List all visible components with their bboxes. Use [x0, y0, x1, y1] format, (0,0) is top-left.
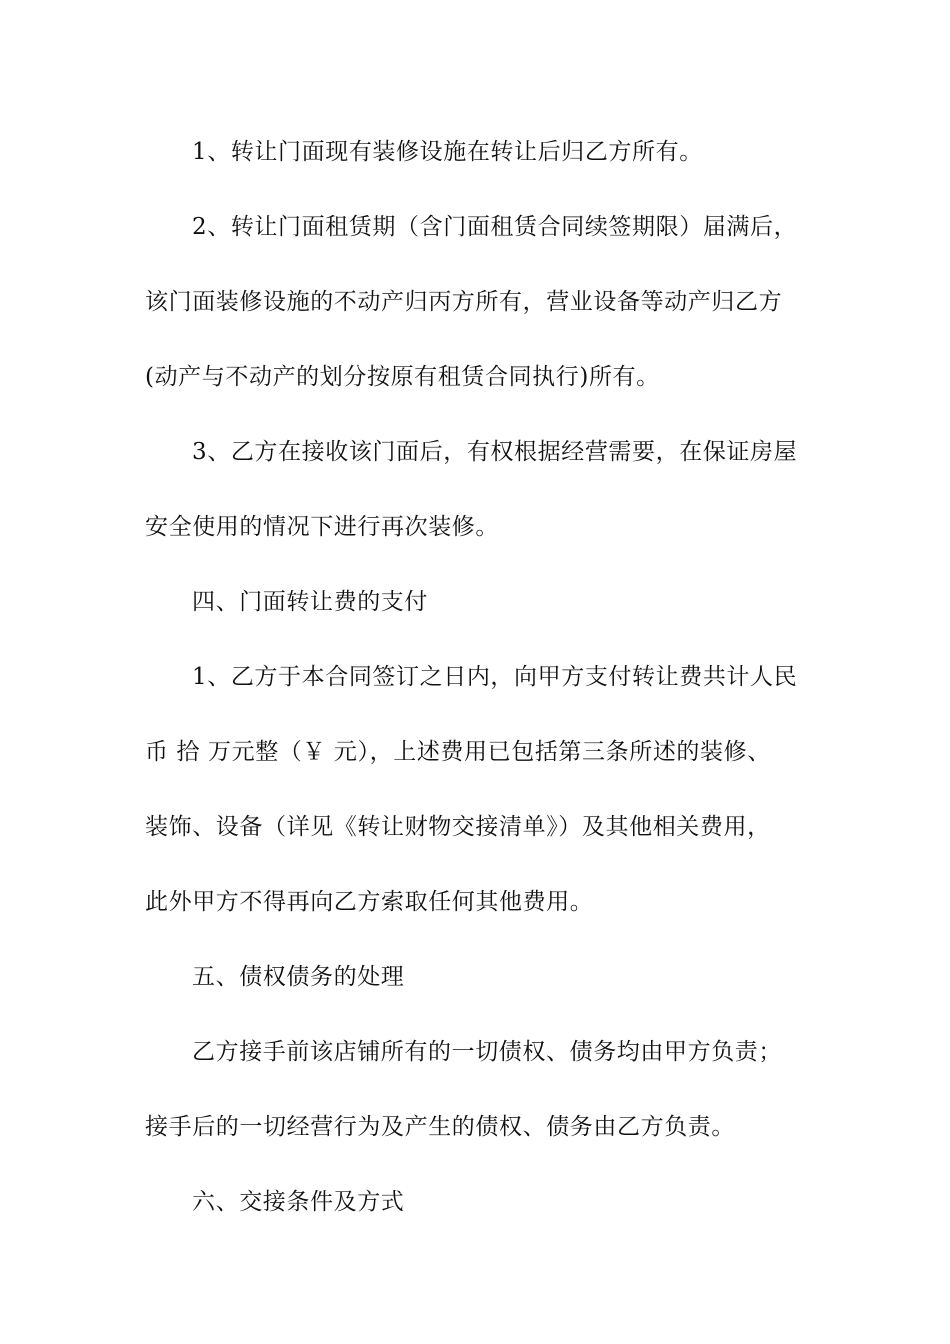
paragraph-clause-3-1: 1、转让门面现有装修设施在转让后归乙方所有。 — [192, 139, 703, 165]
paragraph-clause-4-1-line-4: 此外甲方不得再向乙方索取任何其他费用。 — [145, 889, 594, 915]
section-heading-6: 六、交接条件及方式 — [192, 1189, 405, 1215]
paragraph-clause-3-3-line-2: 安全使用的情况下进行再次装修。 — [145, 514, 499, 540]
paragraph-clause-3-2-line-3: (动产与不动产的划分按原有租赁合同执行)所有。 — [145, 364, 660, 390]
paragraph-clause-3-3-line-1: 3、乙方在接收该门面后，有权根据经营需要，在保证房屋 — [192, 439, 798, 465]
paragraph-clause-4-1-line-1: 1、乙方于本合同签订之日内，向甲方支付转让费共计人民 — [192, 664, 798, 690]
paragraph-section-5-line-1: 乙方接手前该店铺所有的一切债权、债务均由甲方负责； — [192, 1039, 782, 1065]
paragraph-clause-3-2-line-1: 2、转让门面租赁期（含门面租赁合同续签期限）届满后， — [192, 214, 798, 240]
paragraph-section-5-line-2: 接手后的一切经营行为及产生的债权、债务由乙方负责。 — [145, 1114, 735, 1140]
paragraph-clause-3-2-line-2: 该门面装修设施的不动产归丙方所有，营业设备等动产归乙方 — [145, 289, 783, 315]
paragraph-clause-4-1-line-3: 装饰、设备（详见《转让财物交接清单》）及其他相关费用， — [145, 814, 771, 840]
section-heading-5: 五、债权债务的处理 — [192, 964, 405, 990]
paragraph-clause-4-1-line-2: 币 拾 万元整（￥ 元），上述费用已包括第三条所述的装修、 — [145, 739, 771, 765]
section-heading-4: 四、门面转让费的支付 — [192, 589, 428, 615]
